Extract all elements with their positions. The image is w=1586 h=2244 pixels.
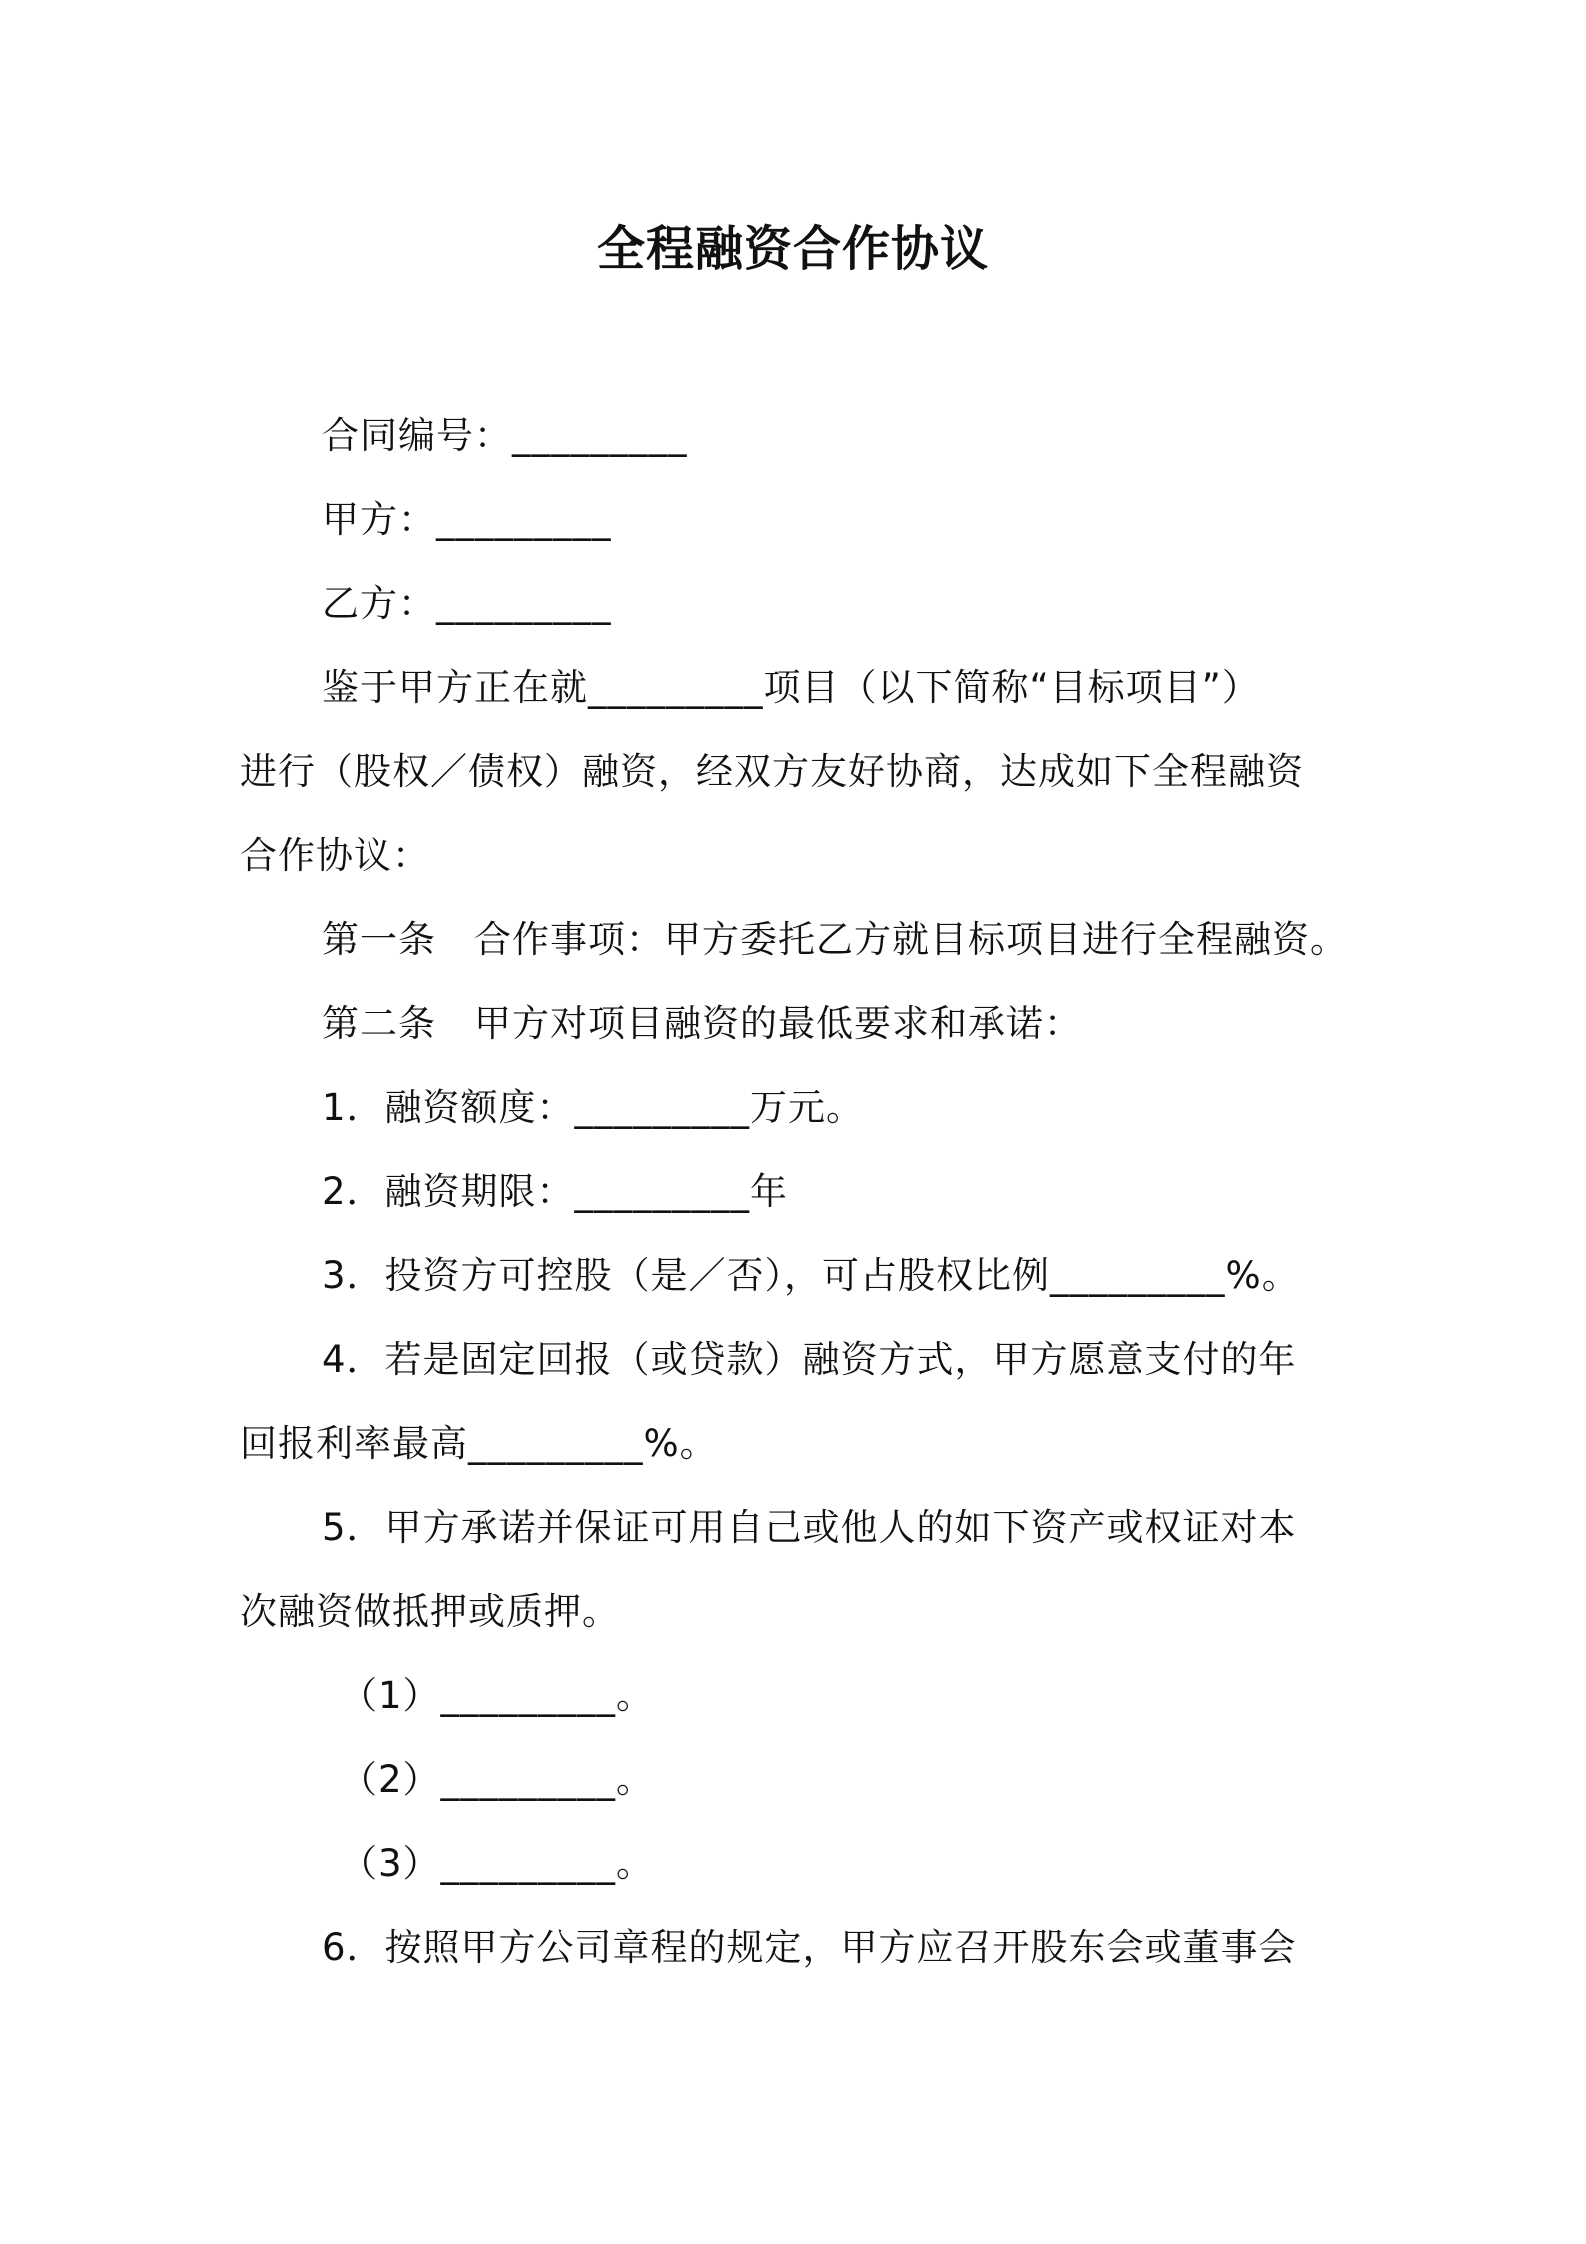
article-2-heading: 第二条 甲方对项目融资的最低要求和承诺： — [322, 1002, 1082, 1045]
collateral-item-2: （2）_________。 — [340, 1758, 655, 1801]
article-1: 第一条 合作事项：甲方委托乙方就目标项目进行全程融资。 — [322, 918, 1348, 961]
party-a-line: 甲方：_________ — [322, 498, 612, 541]
clause-5-line-2: 次融资做抵押或质押。 — [240, 1590, 620, 1633]
clause-1: 1．融资额度：_________万元。 — [322, 1086, 865, 1129]
collateral-item-1: （1）_________。 — [340, 1674, 655, 1717]
collateral-item-3: （3）_________。 — [340, 1842, 655, 1885]
document-title: 全程融资合作协议 — [596, 221, 989, 277]
clause-4-line-1: 4．若是固定回报（或贷款）融资方式，甲方愿意支付的年 — [322, 1338, 1297, 1381]
preamble-line-2: 进行（股权／债权）融资，经双方友好协商，达成如下全程融资 — [240, 750, 1304, 793]
clause-4-line-2: 回报利率最高_________%。 — [240, 1422, 718, 1465]
party-b-line: 乙方：_________ — [322, 582, 612, 625]
clause-3: 3．投资方可控股（是／否），可占股权比例_________%。 — [322, 1254, 1300, 1297]
preamble-line-3: 合作协议： — [240, 834, 430, 877]
clause-5-line-1: 5．甲方承诺并保证可用自己或他人的如下资产或权证对本 — [322, 1506, 1297, 1549]
preamble-line-1: 鉴于甲方正在就_________项目（以下简称“目标项目”） — [322, 666, 1260, 709]
contract-number-line: 合同编号：_________ — [322, 414, 688, 457]
clause-6-line-1: 6．按照甲方公司章程的规定，甲方应召开股东会或董事会 — [322, 1926, 1297, 1969]
clause-2: 2．融资期限：_________年 — [322, 1170, 789, 1213]
